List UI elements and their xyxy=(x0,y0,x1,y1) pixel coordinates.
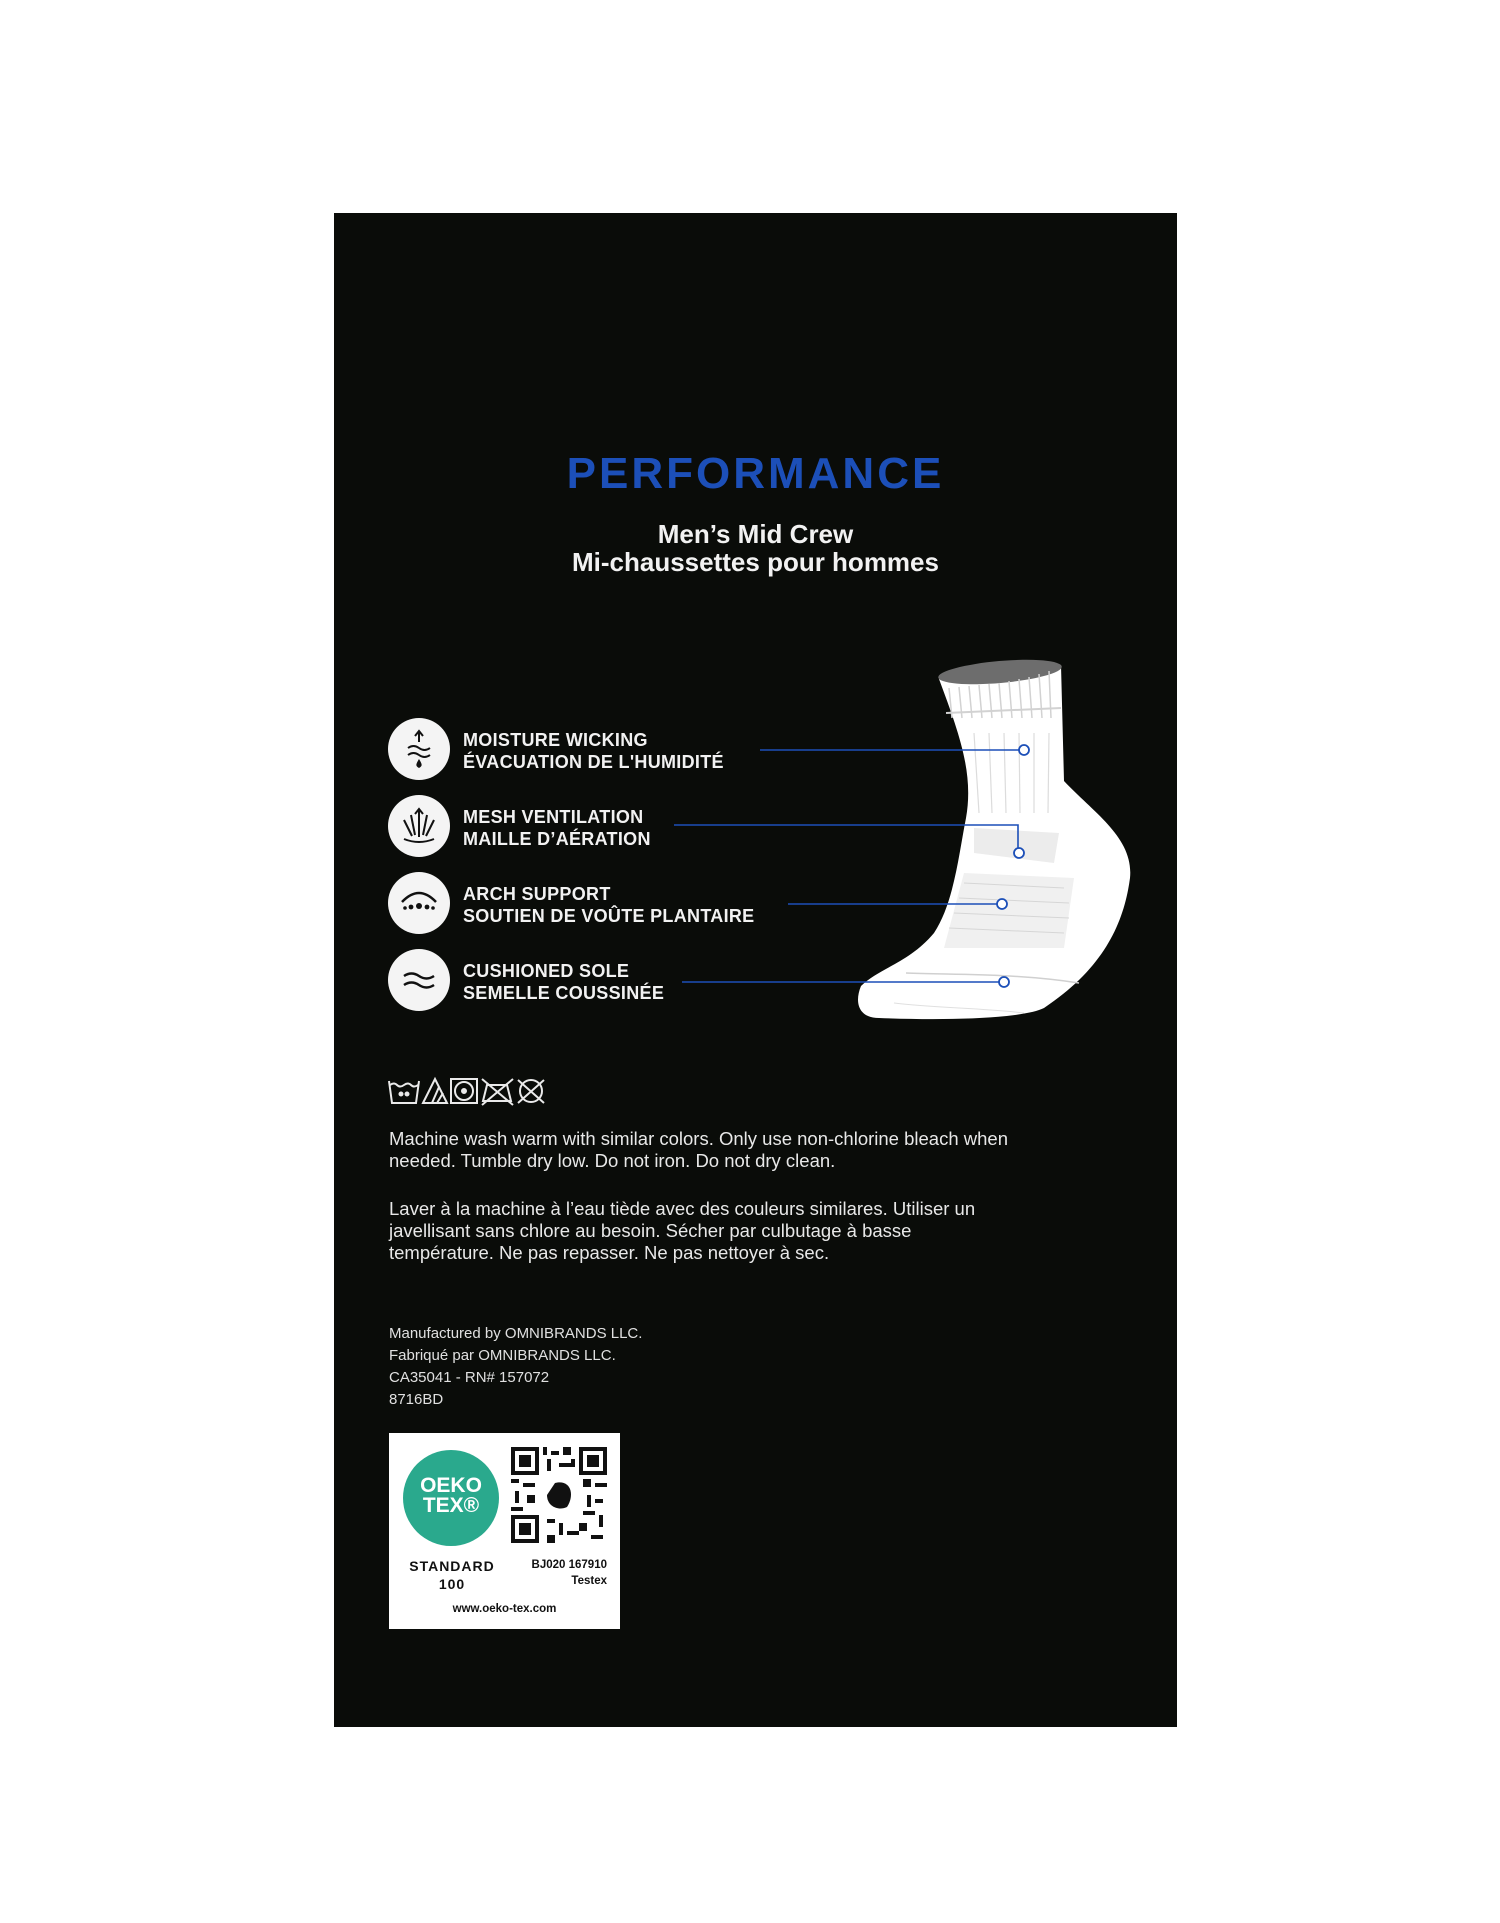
feature-label-arch-support xyxy=(463,883,754,927)
feature-text-fr: SEMELLE COUSSINÉE xyxy=(463,983,665,1003)
feature-label-moisture-wicking xyxy=(463,729,724,773)
feature-text-en: MOISTURE WICKING xyxy=(463,730,648,750)
manufacturer-info xyxy=(389,1323,642,1411)
oeko-tex-certificate: BJ020 167910 Testex xyxy=(531,1559,607,1587)
qr-code xyxy=(511,1447,607,1543)
mesh-ventilation-icon xyxy=(388,795,450,857)
product-name-fr: Mi-chaussettes pour hommes xyxy=(572,547,939,577)
feature-text-en: ARCH SUPPORT xyxy=(463,884,611,904)
feature-label-mesh-ventilation xyxy=(463,806,651,850)
product-name-en: Men’s Mid Crew xyxy=(657,519,854,549)
arch-support-icon xyxy=(388,872,450,934)
care-instructions-fr: Laver à la machine à l’eau tiède avec des couleurs similares. Utiliser un javellisant sans chlore au besoin. Sécher par culbutage à basse température. Ne pas repasser. Ne pas nettoyer à sec. xyxy=(389,1198,976,1263)
oeko-tex-url: www.oeko-tex.com xyxy=(452,1603,557,1615)
wash-warm-icon xyxy=(389,1081,419,1103)
feature-text-en: CUSHIONED SOLE xyxy=(463,961,630,981)
registration-numbers: CA35041 - RN# 157072 xyxy=(389,1369,550,1386)
cushioned-sole-icon xyxy=(388,949,450,1011)
package-back-panel xyxy=(334,213,1177,1727)
product-line-title: PERFORMANCE xyxy=(566,449,945,498)
do-not-dry-clean-icon xyxy=(518,1080,544,1103)
feature-label-cushioned-sole xyxy=(463,960,664,1004)
moisture-wicking-icon xyxy=(388,718,450,780)
feature-text-en: MESH VENTILATION xyxy=(463,807,644,827)
feature-text-fr: MAILLE D’AÉRATION xyxy=(463,829,651,849)
do-not-iron-icon xyxy=(482,1079,513,1105)
oeko-tex-standard: STANDARD 100 xyxy=(409,1558,495,1592)
non-chlorine-bleach-icon xyxy=(423,1079,447,1103)
feature-text-fr: SOUTIEN DE VOÛTE PLANTAIRE xyxy=(463,906,755,926)
feature-text-fr: ÉVACUATION DE L'HUMIDITÉ xyxy=(463,752,724,772)
tumble-dry-low-icon xyxy=(451,1079,477,1103)
oeko-tex-label xyxy=(389,1433,620,1629)
care-instructions-en: Machine wash warm with similar colors. Only use non-chlorine bleach when needed. Tumble dry low. Do not iron. Do not dry clean. xyxy=(389,1128,1008,1171)
manufacturer-en: Manufactured by OMNIBRANDS LLC. xyxy=(389,1325,643,1342)
oeko-tex-logo: OEKO TEX® xyxy=(403,1450,499,1546)
lot-code: 8716BD xyxy=(389,1391,444,1408)
care-symbols xyxy=(387,1075,597,1115)
manufacturer-fr: Fabriqué par OMNIBRANDS LLC. xyxy=(389,1347,616,1364)
